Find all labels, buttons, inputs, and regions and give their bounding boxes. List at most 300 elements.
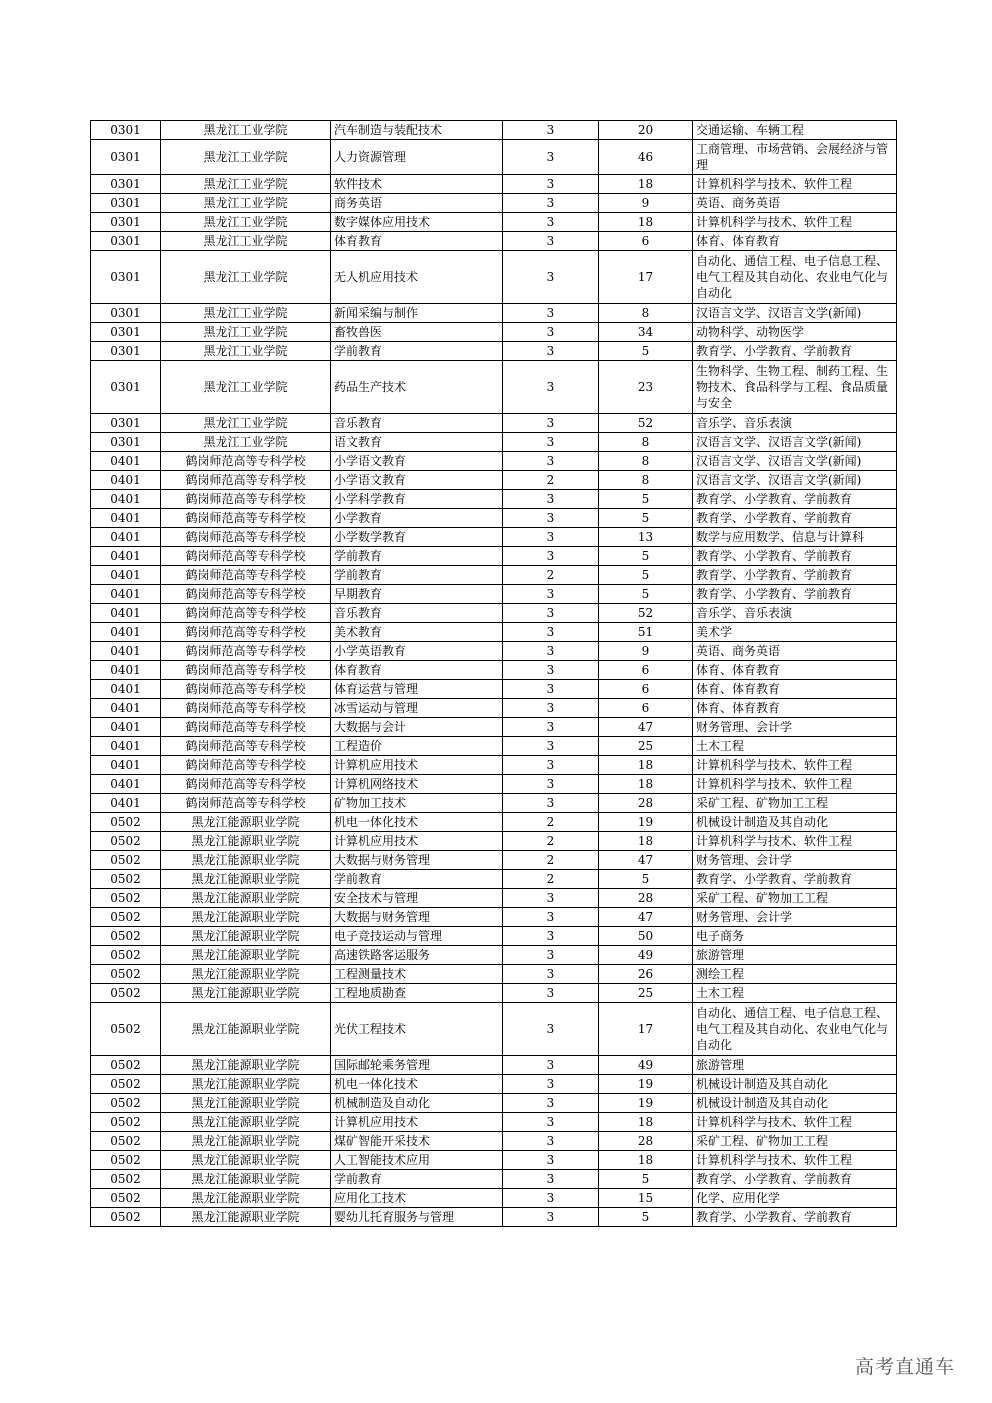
school-name-cell: 鹤岗师范高等专科学校 <box>161 756 331 775</box>
group-code-cell: 18 <box>599 213 693 232</box>
related-majors-cell: 动物科学、动物医学 <box>693 323 897 342</box>
major-name-cell: 光伏工程技术 <box>331 1003 503 1056</box>
duration-cell: 3 <box>503 984 599 1003</box>
related-majors-cell: 自动化、通信工程、电子信息工程、电气工程及其自动化、农业电气化与自动化 <box>693 1003 897 1056</box>
duration-cell: 3 <box>503 1170 599 1189</box>
duration-cell: 3 <box>503 528 599 547</box>
table-row <box>91 927 897 946</box>
major-name-cell: 大数据与财务管理 <box>331 851 503 870</box>
table-row <box>91 1132 897 1151</box>
related-majors-cell: 汉语言文学、汉语言文学(新闻) <box>693 452 897 471</box>
school-code-cell: 0502 <box>91 870 161 889</box>
group-code-cell: 28 <box>599 889 693 908</box>
major-name-cell: 软件技术 <box>331 175 503 194</box>
table-row <box>91 1056 897 1075</box>
group-code-cell: 5 <box>599 585 693 604</box>
group-code-cell: 5 <box>599 547 693 566</box>
duration-cell: 3 <box>503 509 599 528</box>
duration-cell: 3 <box>503 140 599 175</box>
school-name-cell: 黑龙江能源职业学院 <box>161 1075 331 1094</box>
group-code-cell: 25 <box>599 984 693 1003</box>
related-majors-cell: 化学、应用化学 <box>693 1189 897 1208</box>
table-row <box>91 566 897 585</box>
table-row <box>91 661 897 680</box>
group-code-cell: 13 <box>599 528 693 547</box>
major-name-cell: 高速铁路客运服务 <box>331 946 503 965</box>
related-majors-cell: 计算机科学与技术、软件工程 <box>693 213 897 232</box>
duration-cell: 3 <box>503 194 599 213</box>
table-row <box>91 908 897 927</box>
table-row <box>91 232 897 251</box>
school-name-cell: 鹤岗师范高等专科学校 <box>161 585 331 604</box>
duration-cell: 3 <box>503 946 599 965</box>
related-majors-cell: 教育学、小学教育、学前教育 <box>693 585 897 604</box>
major-name-cell: 美术教育 <box>331 623 503 642</box>
school-code-cell: 0401 <box>91 756 161 775</box>
major-name-cell: 新闻采编与制作 <box>331 304 503 323</box>
duration-cell: 3 <box>503 737 599 756</box>
major-name-cell: 语文教育 <box>331 433 503 452</box>
school-code-cell: 0401 <box>91 566 161 585</box>
school-code-cell: 0502 <box>91 813 161 832</box>
group-code-cell: 9 <box>599 194 693 213</box>
duration-cell: 3 <box>503 323 599 342</box>
major-name-cell: 体育教育 <box>331 661 503 680</box>
watermark: 高考直通车 <box>855 1356 956 1378</box>
table-row <box>91 813 897 832</box>
school-name-cell: 黑龙江工业学院 <box>161 213 331 232</box>
table-row <box>91 213 897 232</box>
major-name-cell: 人力资源管理 <box>331 140 503 175</box>
related-majors-cell: 计算机科学与技术、软件工程 <box>693 756 897 775</box>
school-name-cell: 黑龙江能源职业学院 <box>161 984 331 1003</box>
major-name-cell: 体育运营与管理 <box>331 680 503 699</box>
school-name-cell: 黑龙江能源职业学院 <box>161 908 331 927</box>
group-code-cell: 17 <box>599 251 693 304</box>
duration-cell: 3 <box>503 414 599 433</box>
major-name-cell: 早期教育 <box>331 585 503 604</box>
related-majors-cell: 计算机科学与技术、软件工程 <box>693 832 897 851</box>
school-name-cell: 黑龙江能源职业学院 <box>161 813 331 832</box>
table-row <box>91 1189 897 1208</box>
group-code-cell: 49 <box>599 946 693 965</box>
school-name-cell: 黑龙江能源职业学院 <box>161 1132 331 1151</box>
group-code-cell: 6 <box>599 661 693 680</box>
school-code-cell: 0502 <box>91 1003 161 1056</box>
school-code-cell: 0502 <box>91 965 161 984</box>
school-code-cell: 0502 <box>91 889 161 908</box>
related-majors-cell: 美术学 <box>693 623 897 642</box>
major-name-cell: 小学语文教育 <box>331 471 503 490</box>
school-code-cell: 0401 <box>91 604 161 623</box>
table-row <box>91 452 897 471</box>
group-code-cell: 8 <box>599 304 693 323</box>
school-code-cell: 0301 <box>91 304 161 323</box>
school-code-cell: 0401 <box>91 490 161 509</box>
table-row <box>91 889 897 908</box>
school-name-cell: 黑龙江工业学院 <box>161 140 331 175</box>
school-name-cell: 鹤岗师范高等专科学校 <box>161 452 331 471</box>
duration-cell: 3 <box>503 361 599 414</box>
major-name-cell: 国际邮轮乘务管理 <box>331 1056 503 1075</box>
school-code-cell: 0301 <box>91 140 161 175</box>
related-majors-cell: 采矿工程、矿物加工工程 <box>693 889 897 908</box>
school-code-cell: 0502 <box>91 908 161 927</box>
related-majors-cell: 土木工程 <box>693 737 897 756</box>
table-row <box>91 175 897 194</box>
related-majors-cell: 采矿工程、矿物加工工程 <box>693 1132 897 1151</box>
table-row <box>91 623 897 642</box>
school-name-cell: 鹤岗师范高等专科学校 <box>161 490 331 509</box>
school-code-cell: 0401 <box>91 471 161 490</box>
school-code-cell: 0301 <box>91 323 161 342</box>
duration-cell: 3 <box>503 342 599 361</box>
table-row <box>91 1113 897 1132</box>
school-code-cell: 0401 <box>91 509 161 528</box>
school-name-cell: 黑龙江工业学院 <box>161 342 331 361</box>
related-majors-cell: 电子商务 <box>693 927 897 946</box>
group-code-cell: 18 <box>599 175 693 194</box>
group-code-cell: 47 <box>599 718 693 737</box>
major-name-cell: 音乐教育 <box>331 414 503 433</box>
school-code-cell: 0502 <box>91 851 161 870</box>
school-name-cell: 黑龙江工业学院 <box>161 175 331 194</box>
table-body <box>91 121 897 1227</box>
group-code-cell: 8 <box>599 433 693 452</box>
group-code-cell: 18 <box>599 832 693 851</box>
table-row <box>91 471 897 490</box>
major-name-cell: 小学英语教育 <box>331 642 503 661</box>
major-name-cell: 学前教育 <box>331 547 503 566</box>
school-name-cell: 黑龙江能源职业学院 <box>161 1151 331 1170</box>
school-code-cell: 0401 <box>91 737 161 756</box>
duration-cell: 3 <box>503 794 599 813</box>
school-name-cell: 黑龙江能源职业学院 <box>161 1003 331 1056</box>
major-name-cell: 学前教育 <box>331 342 503 361</box>
school-code-cell: 0301 <box>91 361 161 414</box>
table-row <box>91 832 897 851</box>
group-code-cell: 26 <box>599 965 693 984</box>
major-name-cell: 小学科学教育 <box>331 490 503 509</box>
duration-cell: 2 <box>503 813 599 832</box>
related-majors-cell: 财务管理、会计学 <box>693 718 897 737</box>
table-row <box>91 251 897 304</box>
school-name-cell: 鹤岗师范高等专科学校 <box>161 699 331 718</box>
group-code-cell: 18 <box>599 756 693 775</box>
group-code-cell: 47 <box>599 851 693 870</box>
school-name-cell: 黑龙江工业学院 <box>161 194 331 213</box>
table-row <box>91 984 897 1003</box>
major-name-cell: 工程造价 <box>331 737 503 756</box>
school-name-cell: 黑龙江工业学院 <box>161 232 331 251</box>
school-name-cell: 黑龙江工业学院 <box>161 414 331 433</box>
duration-cell: 3 <box>503 175 599 194</box>
school-name-cell: 鹤岗师范高等专科学校 <box>161 471 331 490</box>
duration-cell: 3 <box>503 1208 599 1227</box>
duration-cell: 3 <box>503 1189 599 1208</box>
table-row <box>91 794 897 813</box>
school-name-cell: 鹤岗师范高等专科学校 <box>161 680 331 699</box>
related-majors-cell: 体育、体育教育 <box>693 680 897 699</box>
table-row <box>91 737 897 756</box>
duration-cell: 3 <box>503 1094 599 1113</box>
major-name-cell: 工程测量技术 <box>331 965 503 984</box>
school-code-cell: 0502 <box>91 1132 161 1151</box>
school-name-cell: 黑龙江能源职业学院 <box>161 1208 331 1227</box>
table-row <box>91 361 897 414</box>
major-name-cell: 数字媒体应用技术 <box>331 213 503 232</box>
group-code-cell: 5 <box>599 1170 693 1189</box>
group-code-cell: 25 <box>599 737 693 756</box>
major-name-cell: 机电一体化技术 <box>331 1075 503 1094</box>
duration-cell: 3 <box>503 1113 599 1132</box>
related-majors-cell: 土木工程 <box>693 984 897 1003</box>
school-code-cell: 0401 <box>91 661 161 680</box>
major-name-cell: 计算机网络技术 <box>331 775 503 794</box>
duration-cell: 3 <box>503 1003 599 1056</box>
duration-cell: 3 <box>503 642 599 661</box>
related-majors-cell: 体育、体育教育 <box>693 699 897 718</box>
group-code-cell: 8 <box>599 452 693 471</box>
school-code-cell: 0301 <box>91 251 161 304</box>
table-row <box>91 1094 897 1113</box>
admissions-table <box>90 120 897 1227</box>
related-majors-cell: 交通运输、车辆工程 <box>693 121 897 140</box>
school-code-cell: 0502 <box>91 927 161 946</box>
school-name-cell: 鹤岗师范高等专科学校 <box>161 661 331 680</box>
major-name-cell: 学前教育 <box>331 870 503 889</box>
school-code-cell: 0502 <box>91 1189 161 1208</box>
related-majors-cell: 机械设计制造及其自动化 <box>693 1094 897 1113</box>
major-name-cell: 应用化工技术 <box>331 1189 503 1208</box>
major-name-cell: 安全技术与管理 <box>331 889 503 908</box>
major-name-cell: 商务英语 <box>331 194 503 213</box>
school-code-cell: 0502 <box>91 1056 161 1075</box>
school-code-cell: 0401 <box>91 452 161 471</box>
table-row <box>91 509 897 528</box>
school-name-cell: 鹤岗师范高等专科学校 <box>161 509 331 528</box>
group-code-cell: 51 <box>599 623 693 642</box>
major-name-cell: 小学语文教育 <box>331 452 503 471</box>
duration-cell: 2 <box>503 832 599 851</box>
duration-cell: 3 <box>503 1056 599 1075</box>
major-name-cell: 人工智能技术应用 <box>331 1151 503 1170</box>
duration-cell: 3 <box>503 232 599 251</box>
duration-cell: 3 <box>503 661 599 680</box>
major-name-cell: 学前教育 <box>331 1170 503 1189</box>
table-row <box>91 1151 897 1170</box>
major-name-cell: 学前教育 <box>331 566 503 585</box>
group-code-cell: 19 <box>599 813 693 832</box>
school-code-cell: 0401 <box>91 718 161 737</box>
group-code-cell: 6 <box>599 699 693 718</box>
school-code-cell: 0301 <box>91 213 161 232</box>
table-row <box>91 1003 897 1056</box>
duration-cell: 3 <box>503 604 599 623</box>
related-majors-cell: 生物科学、生物工程、制药工程、生物技术、食品科学与工程、食品质量与安全 <box>693 361 897 414</box>
related-majors-cell: 工商管理、市场营销、会展经济与管理 <box>693 140 897 175</box>
related-majors-cell: 计算机科学与技术、软件工程 <box>693 1151 897 1170</box>
related-majors-cell: 汉语言文学、汉语言文学(新闻) <box>693 304 897 323</box>
related-majors-cell: 计算机科学与技术、软件工程 <box>693 1113 897 1132</box>
major-name-cell: 大数据与会计 <box>331 718 503 737</box>
school-code-cell: 0301 <box>91 175 161 194</box>
school-code-cell: 0401 <box>91 642 161 661</box>
group-code-cell: 15 <box>599 1189 693 1208</box>
group-code-cell: 6 <box>599 232 693 251</box>
table-row <box>91 946 897 965</box>
table-row <box>91 490 897 509</box>
group-code-cell: 18 <box>599 1151 693 1170</box>
group-code-cell: 47 <box>599 908 693 927</box>
major-name-cell: 体育教育 <box>331 232 503 251</box>
major-name-cell: 音乐教育 <box>331 604 503 623</box>
table-row <box>91 433 897 452</box>
table-row <box>91 304 897 323</box>
school-code-cell: 0502 <box>91 832 161 851</box>
major-name-cell: 煤矿智能开采技术 <box>331 1132 503 1151</box>
related-majors-cell: 教育学、小学教育、学前教育 <box>693 342 897 361</box>
table-row <box>91 585 897 604</box>
school-name-cell: 黑龙江能源职业学院 <box>161 851 331 870</box>
group-code-cell: 28 <box>599 794 693 813</box>
table-row <box>91 121 897 140</box>
duration-cell: 3 <box>503 775 599 794</box>
school-code-cell: 0301 <box>91 342 161 361</box>
duration-cell: 3 <box>503 718 599 737</box>
group-code-cell: 34 <box>599 323 693 342</box>
related-majors-cell: 旅游管理 <box>693 946 897 965</box>
group-code-cell: 6 <box>599 680 693 699</box>
school-name-cell: 黑龙江能源职业学院 <box>161 1056 331 1075</box>
duration-cell: 3 <box>503 1075 599 1094</box>
major-name-cell: 大数据与财务管理 <box>331 908 503 927</box>
school-name-cell: 黑龙江工业学院 <box>161 251 331 304</box>
group-code-cell: 49 <box>599 1056 693 1075</box>
related-majors-cell: 旅游管理 <box>693 1056 897 1075</box>
group-code-cell: 28 <box>599 1132 693 1151</box>
related-majors-cell: 财务管理、会计学 <box>693 851 897 870</box>
duration-cell: 3 <box>503 756 599 775</box>
school-name-cell: 黑龙江工业学院 <box>161 361 331 414</box>
school-name-cell: 鹤岗师范高等专科学校 <box>161 547 331 566</box>
related-majors-cell: 计算机科学与技术、软件工程 <box>693 175 897 194</box>
major-name-cell: 婴幼儿托育服务与管理 <box>331 1208 503 1227</box>
related-majors-cell: 英语、商务英语 <box>693 194 897 213</box>
related-majors-cell: 体育、体育教育 <box>693 661 897 680</box>
group-code-cell: 19 <box>599 1094 693 1113</box>
duration-cell: 3 <box>503 965 599 984</box>
school-code-cell: 0502 <box>91 946 161 965</box>
school-code-cell: 0401 <box>91 623 161 642</box>
table-row <box>91 414 897 433</box>
related-majors-cell: 计算机科学与技术、软件工程 <box>693 775 897 794</box>
duration-cell: 3 <box>503 1132 599 1151</box>
table-row <box>91 1075 897 1094</box>
school-name-cell: 黑龙江能源职业学院 <box>161 889 331 908</box>
duration-cell: 3 <box>503 623 599 642</box>
duration-cell: 2 <box>503 471 599 490</box>
school-name-cell: 黑龙江能源职业学院 <box>161 832 331 851</box>
group-code-cell: 8 <box>599 471 693 490</box>
table-row <box>91 1170 897 1189</box>
duration-cell: 3 <box>503 304 599 323</box>
duration-cell: 3 <box>503 213 599 232</box>
school-name-cell: 鹤岗师范高等专科学校 <box>161 566 331 585</box>
duration-cell: 2 <box>503 566 599 585</box>
duration-cell: 3 <box>503 452 599 471</box>
related-majors-cell: 教育学、小学教育、学前教育 <box>693 870 897 889</box>
major-name-cell: 计算机应用技术 <box>331 1113 503 1132</box>
table-row <box>91 323 897 342</box>
school-name-cell: 黑龙江能源职业学院 <box>161 1189 331 1208</box>
duration-cell: 3 <box>503 680 599 699</box>
school-name-cell: 黑龙江能源职业学院 <box>161 1094 331 1113</box>
major-name-cell: 矿物加工技术 <box>331 794 503 813</box>
table-row <box>91 775 897 794</box>
related-majors-cell: 教育学、小学教育、学前教育 <box>693 1208 897 1227</box>
related-majors-cell: 机械设计制造及其自动化 <box>693 813 897 832</box>
related-majors-cell: 自动化、通信工程、电子信息工程、电气工程及其自动化、农业电气化与自动化 <box>693 251 897 304</box>
table-row <box>91 642 897 661</box>
school-name-cell: 黑龙江工业学院 <box>161 121 331 140</box>
table-row <box>91 718 897 737</box>
related-majors-cell: 机械设计制造及其自动化 <box>693 1075 897 1094</box>
school-code-cell: 0301 <box>91 433 161 452</box>
table-row <box>91 140 897 175</box>
group-code-cell: 9 <box>599 642 693 661</box>
school-code-cell: 0401 <box>91 680 161 699</box>
group-code-cell: 17 <box>599 1003 693 1056</box>
table-row <box>91 851 897 870</box>
major-name-cell: 畜牧兽医 <box>331 323 503 342</box>
table-row <box>91 680 897 699</box>
school-code-cell: 0502 <box>91 1151 161 1170</box>
group-code-cell: 20 <box>599 121 693 140</box>
table-row <box>91 1208 897 1227</box>
school-name-cell: 黑龙江工业学院 <box>161 323 331 342</box>
group-code-cell: 5 <box>599 490 693 509</box>
school-code-cell: 0301 <box>91 194 161 213</box>
school-name-cell: 鹤岗师范高等专科学校 <box>161 737 331 756</box>
major-name-cell: 计算机应用技术 <box>331 756 503 775</box>
school-name-cell: 鹤岗师范高等专科学校 <box>161 794 331 813</box>
related-majors-cell: 采矿工程、矿物加工工程 <box>693 794 897 813</box>
duration-cell: 3 <box>503 699 599 718</box>
school-name-cell: 黑龙江能源职业学院 <box>161 965 331 984</box>
related-majors-cell: 教育学、小学教育、学前教育 <box>693 1170 897 1189</box>
school-code-cell: 0502 <box>91 1208 161 1227</box>
school-name-cell: 黑龙江能源职业学院 <box>161 927 331 946</box>
school-name-cell: 鹤岗师范高等专科学校 <box>161 528 331 547</box>
school-code-cell: 0502 <box>91 984 161 1003</box>
school-code-cell: 0301 <box>91 232 161 251</box>
group-code-cell: 52 <box>599 604 693 623</box>
major-name-cell: 计算机应用技术 <box>331 832 503 851</box>
major-name-cell: 小学教育 <box>331 509 503 528</box>
school-name-cell: 鹤岗师范高等专科学校 <box>161 623 331 642</box>
related-majors-cell: 汉语言文学、汉语言文学(新闻) <box>693 433 897 452</box>
major-name-cell: 无人机应用技术 <box>331 251 503 304</box>
group-code-cell: 52 <box>599 414 693 433</box>
table-row <box>91 604 897 623</box>
duration-cell: 2 <box>503 870 599 889</box>
table-row <box>91 756 897 775</box>
related-majors-cell: 教育学、小学教育、学前教育 <box>693 490 897 509</box>
related-majors-cell: 财务管理、会计学 <box>693 908 897 927</box>
table-row <box>91 528 897 547</box>
related-majors-cell: 数学与应用数学、信息与计算科 <box>693 528 897 547</box>
